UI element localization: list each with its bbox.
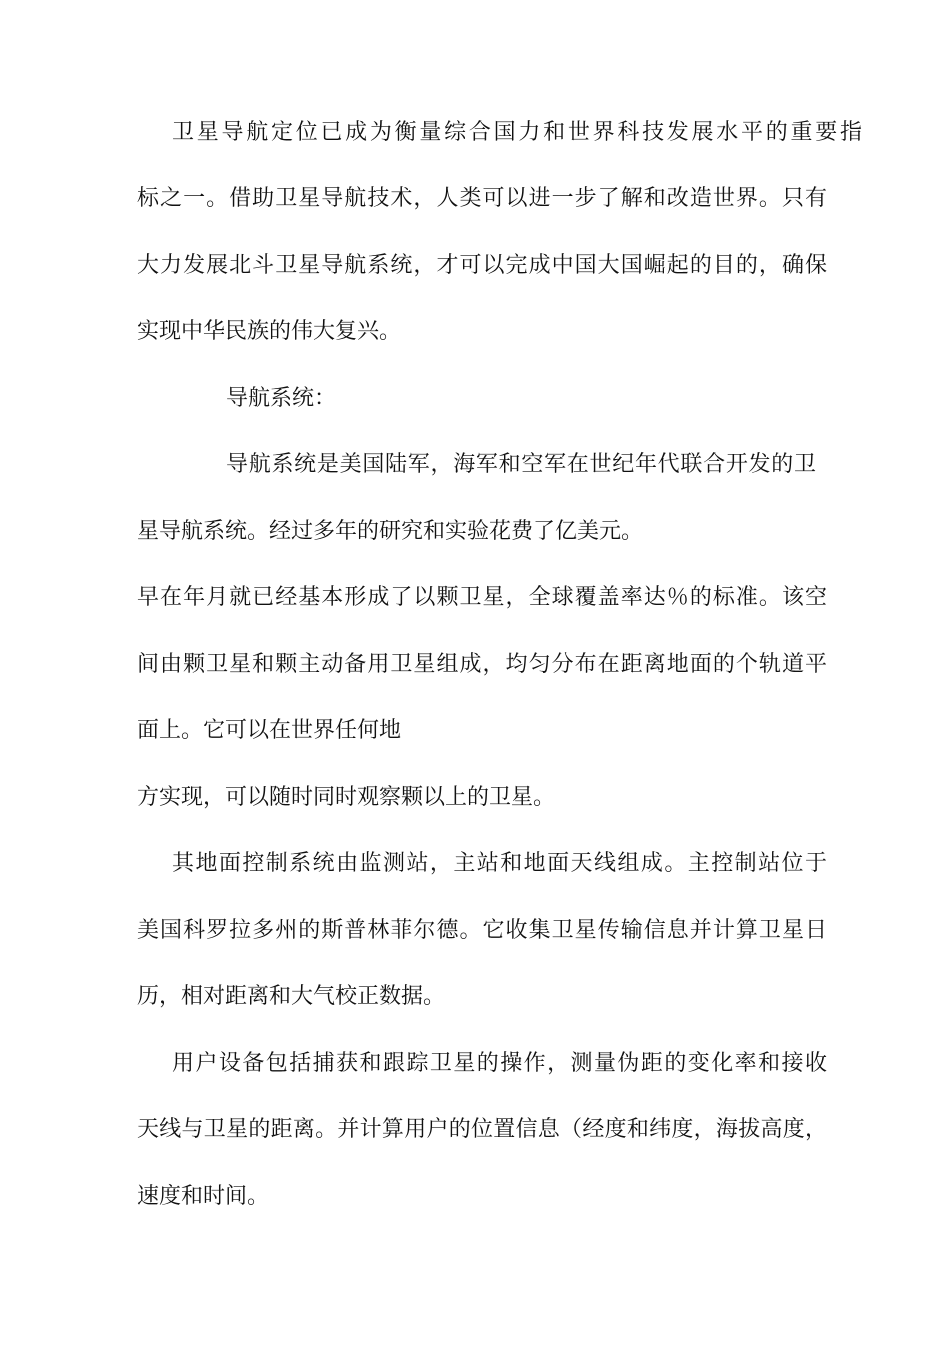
text-line-4: 实现中华民族的伟大复兴。 <box>137 319 402 344</box>
text-line-1: 卫星导航定位已成为衡量综合国力和世界科技发展水平的重要指 <box>172 120 862 145</box>
text-line-2: 标之一。借助卫星导航技术，人类可以进一步了解和改造世界。只有 <box>137 186 827 211</box>
text-line-8: 早在年月就已经基本形成了以颗卫星，全球覆盖率达％的标准。该空 <box>137 585 827 610</box>
text-line-9: 间由颗卫星和颗主动备用卫星组成，均匀分布在距离地面的个轨道平 <box>137 652 827 677</box>
text-line-10: 面上。它可以在世界任何地 <box>137 718 402 743</box>
text-line-6: 导航系统是美国陆军，海军和空军在世纪年代联合开发的卫 <box>226 452 816 477</box>
text-line-11: 方实现，可以随时同时观察颗以上的卫星。 <box>137 785 556 810</box>
text-line-17: 速度和时间。 <box>137 1184 270 1209</box>
text-line-12: 其地面控制系统由监测站，主站和地面天线组成。主控制站位于 <box>172 851 827 876</box>
text-line-16: 天线与卫星的距离。并计算用户的位置信息（经度和纬度，海拔高度， <box>137 1117 827 1142</box>
text-line-14: 历，相对距离和大气校正数据。 <box>137 984 446 1009</box>
section-heading: 导航系统： <box>226 386 337 411</box>
text-line-7: 星导航系统。经过多年的研究和实验花费了亿美元。 <box>137 519 644 544</box>
text-line-15: 用户设备包括捕获和跟踪卫星的操作，测量伪距的变化率和接收 <box>172 1051 827 1076</box>
text-line-3: 大力发展北斗卫星导航系统，才可以完成中国大国崛起的目的，确保 <box>137 253 827 278</box>
text-line-13: 美国科罗拉多州的斯普林菲尔德。它收集卫星传输信息并计算卫星日 <box>137 918 827 943</box>
